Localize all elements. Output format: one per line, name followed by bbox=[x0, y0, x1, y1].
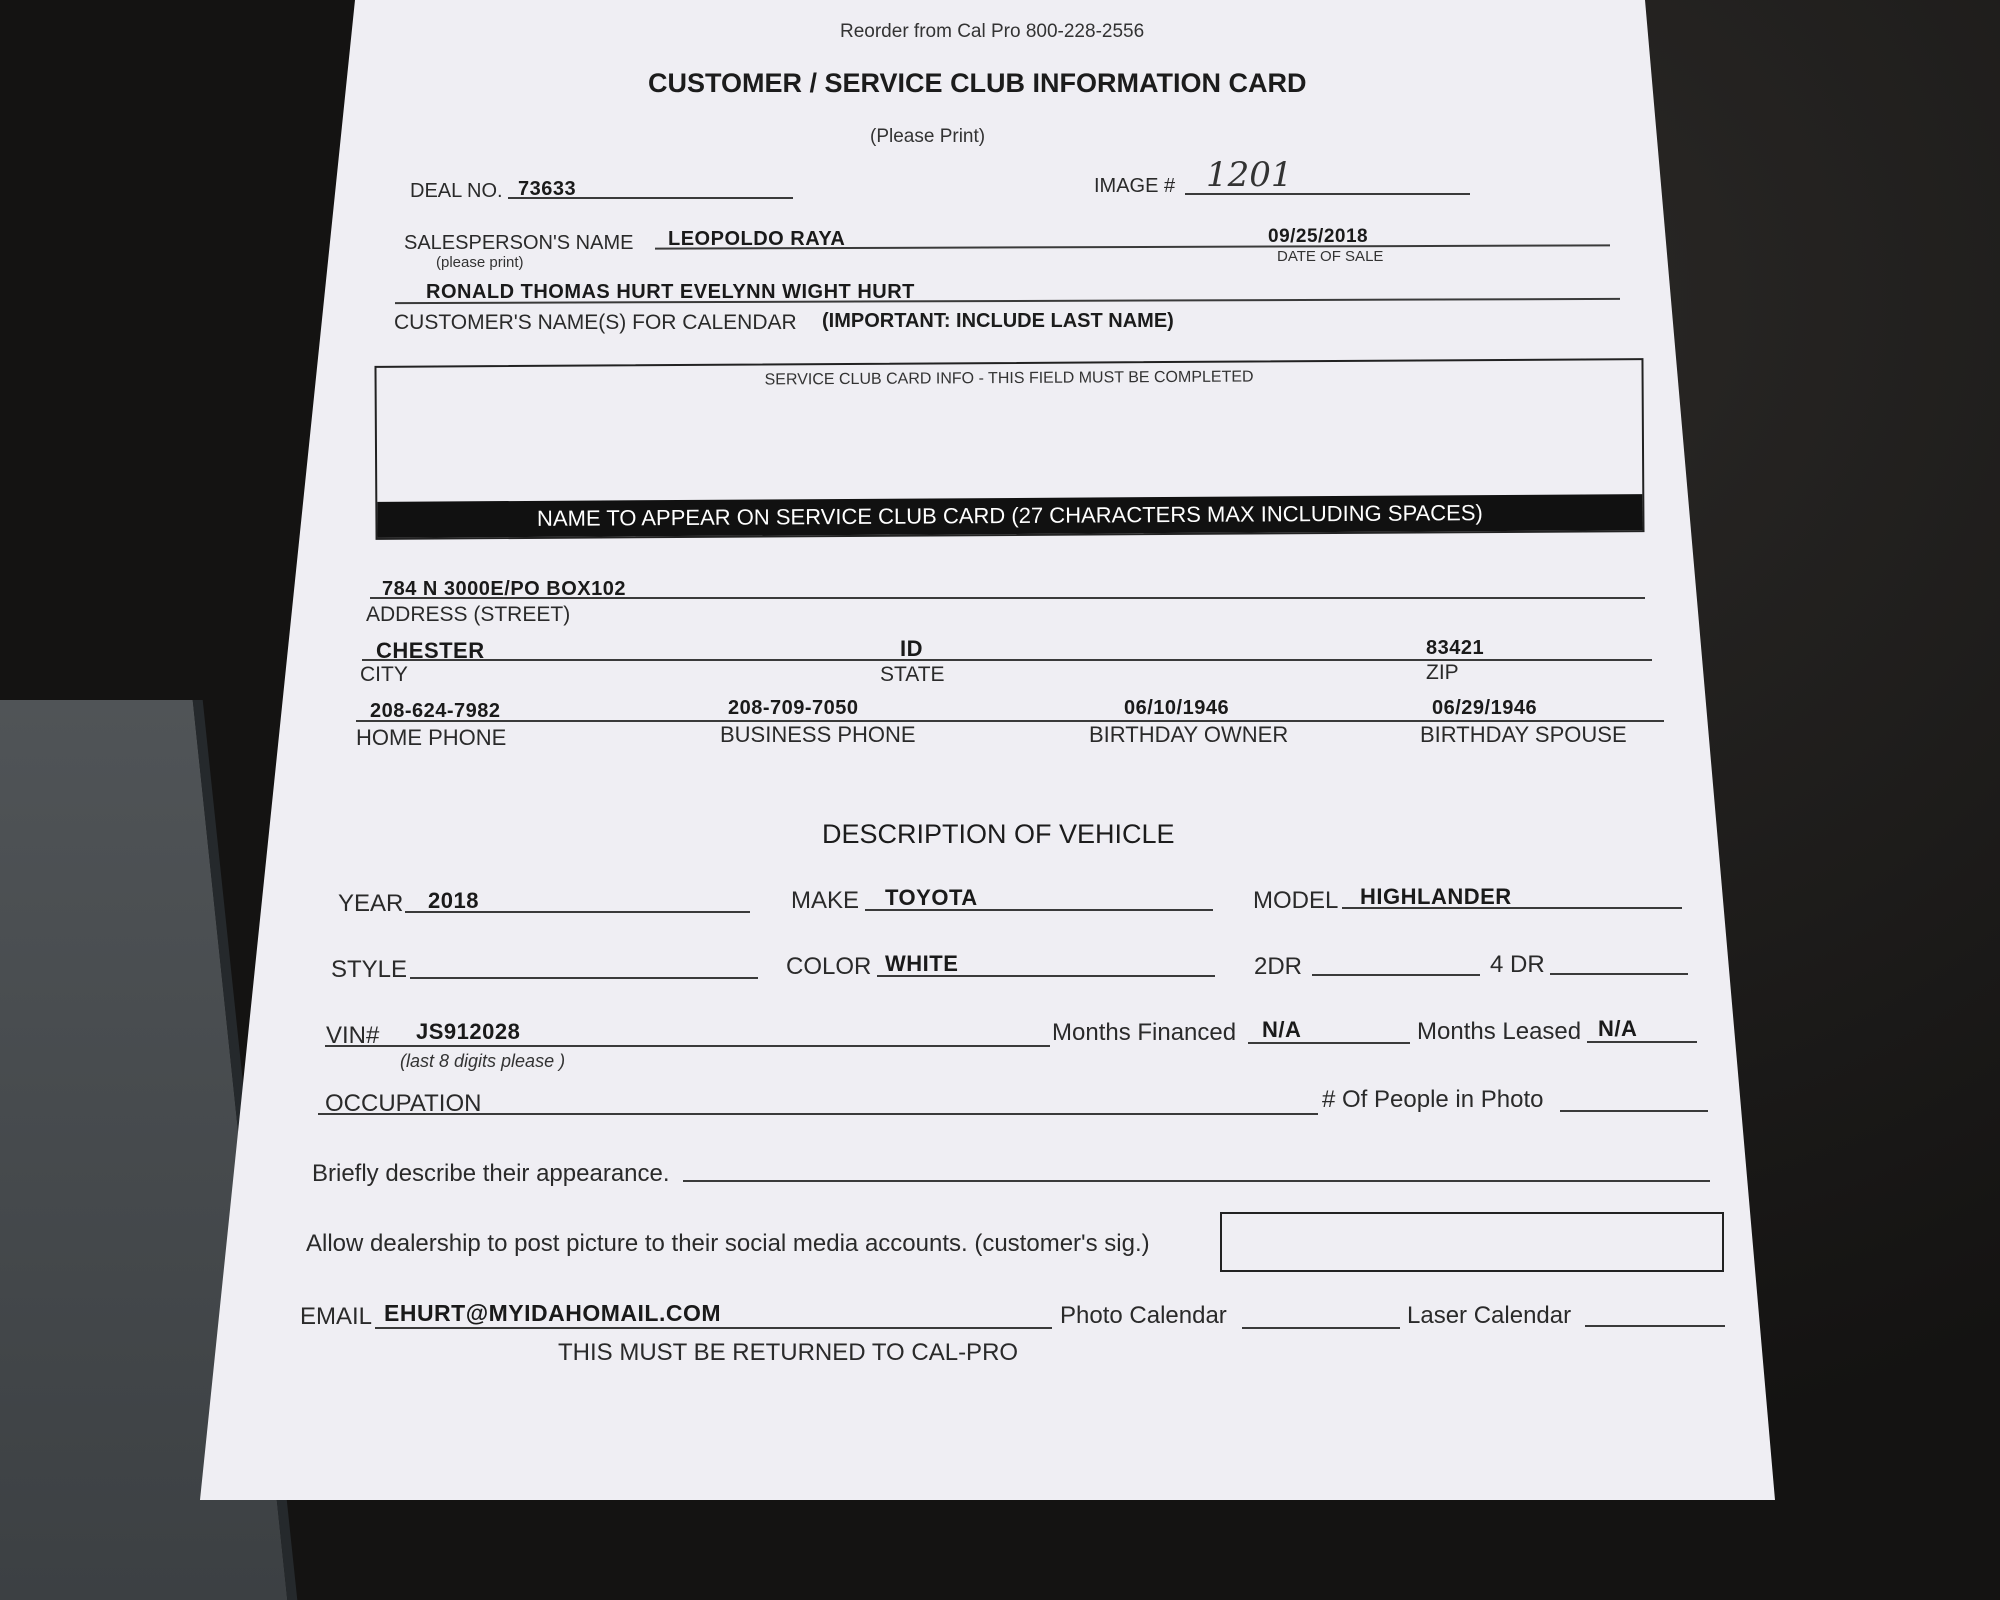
business-phone-value[interactable]: 208-709-7050 bbox=[728, 697, 859, 719]
months-financed-value[interactable]: N/A bbox=[1262, 1017, 1302, 1042]
color-line bbox=[877, 975, 1215, 977]
make-value[interactable]: TOYOTA bbox=[885, 885, 978, 910]
vin-label: VIN# bbox=[326, 1022, 380, 1049]
business-phone-label: BUSINESS PHONE bbox=[720, 722, 916, 747]
image-line bbox=[1185, 193, 1470, 195]
service-club-bar-text: NAME TO APPEAR ON SERVICE CLUB CARD (27 CHARACTERS MAX INCLUDING SPACES) bbox=[536, 500, 1483, 531]
deal-label: DEAL NO. bbox=[410, 180, 503, 202]
birthday-spouse-label: BIRTHDAY SPOUSE bbox=[1420, 722, 1627, 747]
please-print-note: (Please Print) bbox=[870, 126, 986, 147]
laser-calendar-label: Laser Calendar bbox=[1407, 1302, 1572, 1329]
year-value[interactable]: 2018 bbox=[428, 888, 479, 913]
service-club-header: SERVICE CLUB CARD INFO - THIS FIELD MUST BE COMPLETED bbox=[764, 368, 1254, 389]
city-label: CITY bbox=[360, 663, 408, 686]
people-in-photo-label: # Of People in Photo bbox=[1322, 1086, 1544, 1113]
color-value[interactable]: WHITE bbox=[885, 951, 959, 976]
two-door-label: 2DR bbox=[1254, 953, 1303, 980]
model-line bbox=[1342, 907, 1682, 909]
address-value[interactable]: 784 N 3000E/PO BOX102 bbox=[382, 578, 626, 600]
address-label: ADDRESS (STREET) bbox=[366, 603, 571, 626]
months-leased-label: Months Leased bbox=[1417, 1018, 1582, 1045]
home-phone-value[interactable]: 208-624-7982 bbox=[370, 700, 501, 722]
birthday-owner-label: BIRTHDAY OWNER bbox=[1089, 722, 1289, 747]
photo-calendar-line bbox=[1242, 1327, 1400, 1329]
birthday-owner-value[interactable]: 06/10/1946 bbox=[1124, 697, 1230, 719]
style-label: STYLE bbox=[331, 956, 408, 983]
deal-line bbox=[508, 197, 793, 199]
photo-calendar-label: Photo Calendar bbox=[1060, 1302, 1227, 1329]
service-club-box[interactable] bbox=[374, 358, 1644, 540]
four-door-label: 4 DR bbox=[1490, 951, 1545, 978]
email-label: EMAIL bbox=[300, 1303, 373, 1330]
date-of-sale-value[interactable]: 09/25/2018 bbox=[1268, 226, 1369, 247]
months-financed-line bbox=[1248, 1042, 1410, 1044]
customer-names-label: CUSTOMER'S NAME(S) FOR CALENDAR bbox=[394, 311, 797, 334]
occupation-line bbox=[318, 1113, 1318, 1115]
appearance-label: Briefly describe their appearance. bbox=[312, 1160, 670, 1187]
reorder-note: Reorder from Cal Pro 800-228-2556 bbox=[840, 21, 1145, 42]
four-door-line bbox=[1550, 973, 1688, 975]
address-line bbox=[370, 597, 1645, 599]
months-leased-value[interactable]: N/A bbox=[1598, 1016, 1638, 1041]
months-leased-line bbox=[1587, 1041, 1697, 1043]
signature-box[interactable] bbox=[1220, 1212, 1724, 1272]
birthday-spouse-value[interactable]: 06/29/1946 bbox=[1432, 697, 1538, 719]
home-phone-label: HOME PHONE bbox=[356, 725, 507, 750]
city-value[interactable]: CHESTER bbox=[376, 638, 485, 663]
people-in-photo-line bbox=[1560, 1110, 1708, 1112]
style-line bbox=[410, 977, 758, 979]
vin-value[interactable]: JS912028 bbox=[416, 1019, 521, 1044]
two-door-line bbox=[1312, 974, 1480, 976]
color-label: COLOR bbox=[786, 953, 872, 980]
year-line bbox=[405, 911, 750, 913]
social-media-consent-label: Allow dealership to post picture to their social media accounts. (customer's sig.) bbox=[306, 1230, 1150, 1257]
customer-names-value[interactable]: RONALD THOMAS HURT EVELYNN WIGHT HURT bbox=[426, 281, 915, 303]
state-label: STATE bbox=[880, 663, 945, 686]
customer-names-note: (IMPORTANT: INCLUDE LAST NAME) bbox=[822, 310, 1174, 332]
vin-line bbox=[325, 1045, 1050, 1047]
make-label: MAKE bbox=[791, 887, 860, 914]
occupation-label: OCCUPATION bbox=[325, 1090, 482, 1117]
make-line bbox=[865, 909, 1213, 911]
salesperson-label: SALESPERSON'S NAME bbox=[404, 232, 634, 254]
image-value[interactable]: 1201 bbox=[1206, 155, 1293, 195]
model-value[interactable]: HIGHLANDER bbox=[1360, 884, 1512, 909]
zip-value[interactable]: 83421 bbox=[1426, 637, 1485, 659]
vin-sub: (last 8 digits please ) bbox=[400, 1051, 566, 1071]
months-financed-label: Months Financed bbox=[1052, 1019, 1237, 1046]
email-line bbox=[375, 1327, 1052, 1329]
service-club-bar bbox=[377, 494, 1642, 538]
year-label: YEAR bbox=[338, 890, 404, 917]
email-value[interactable]: EHURT@MYIDAHOMAIL.COM bbox=[384, 1300, 722, 1326]
salesperson-value[interactable]: LEOPOLDO RAYA bbox=[668, 228, 846, 250]
laser-calendar-line bbox=[1585, 1325, 1725, 1327]
zip-label: ZIP bbox=[1426, 661, 1459, 684]
deal-value[interactable]: 73633 bbox=[518, 178, 577, 200]
date-of-sale-label: DATE OF SALE bbox=[1277, 248, 1384, 265]
form-title: CUSTOMER / SERVICE CLUB INFORMATION CARD bbox=[648, 68, 1307, 98]
image-label: IMAGE # bbox=[1094, 175, 1176, 197]
state-value[interactable]: ID bbox=[900, 636, 923, 661]
vehicle-heading: DESCRIPTION OF VEHICLE bbox=[822, 819, 1175, 849]
form-paper bbox=[200, 0, 1775, 1500]
salesperson-sub: (please print) bbox=[436, 254, 524, 271]
model-label: MODEL bbox=[1253, 887, 1339, 914]
appearance-line bbox=[683, 1180, 1710, 1182]
return-note: THIS MUST BE RETURNED TO CAL-PRO bbox=[558, 1339, 1019, 1366]
